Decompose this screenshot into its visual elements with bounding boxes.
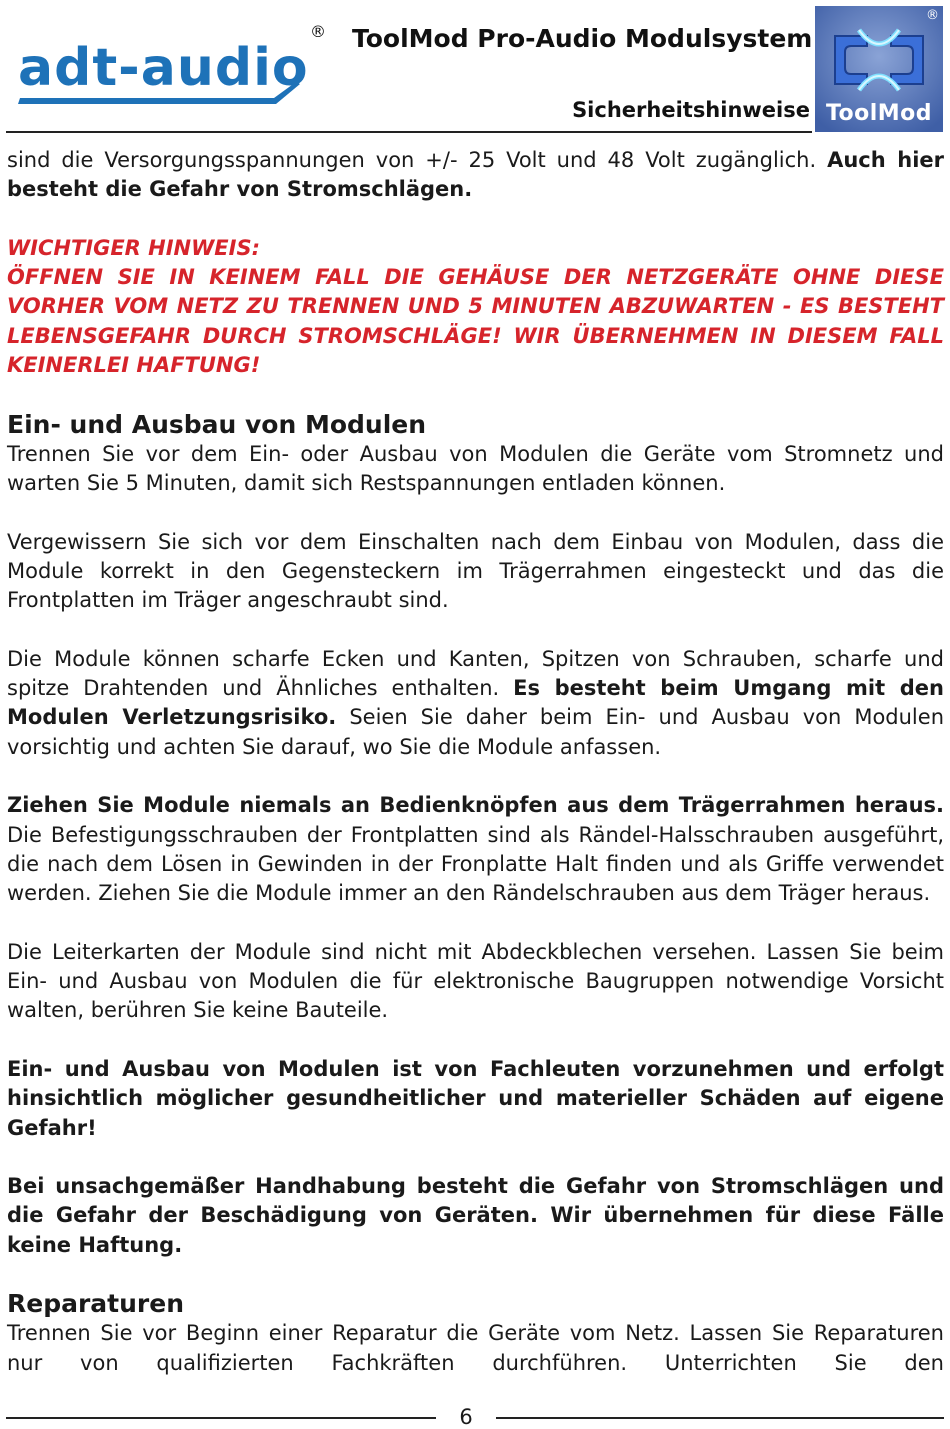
heading-module-installation: Ein- und Ausbau von Modulen	[7, 409, 427, 439]
paragraph-circuit-boards: Die Leiterkarten der Module sind nicht mit Abdeckblechen versehen. Lassen Sie beim Ein- und Ausbau von Modulen die für elektronische Baugruppen notwendige Vorsicht walten, berühren Sie keine Bauteile.	[7, 939, 944, 1023]
adt-audio-logo	[14, 24, 324, 114]
text-supply-voltages: sind die Versorgungsspannungen von +/- 25 Volt und 48 Volt zugänglich.	[7, 148, 828, 172]
brand-name: adt-audio	[18, 38, 309, 98]
paragraph-supply-voltages	[7, 146, 944, 205]
paragraph-repairs: Trennen Sie vor Beginn einer Reparatur die Geräte vom Netz. Lassen Sie Reparaturen nur von qualifizierten Fachkräften durchführen. Unterrichten Sie den	[7, 1321, 944, 1375]
page-number: 6	[459, 1405, 473, 1429]
warning-text: ÖFFNEN SIE IN KEINEM FALL DIE GEHÄUSE DER NETZGERÄTE OHNE DIESE VORHER VOM NETZ ZU TRENNEN UND 5 MINUTEN ABZUWARTEN - ES BESTEHT LEBENSGEFAHR DURCH STROMSCHLÄGE! WIR ÜBERNEHMEN IN DIESEM FALL KEINERLEI HAFTUNG!	[7, 265, 944, 378]
document-title: ToolMod Pro-Audio Modulsystem	[352, 24, 813, 53]
heading-repairs: Reparaturen	[7, 1289, 185, 1319]
text-no-liability: Bei unsachgemäßer Handhabung besteht die Gefahr von Stromschlägen und die Gefahr der Beschädigung von Geräten. Wir übernehmen für diese Fälle keine Haftung.	[7, 1174, 944, 1257]
header-divider	[6, 131, 812, 133]
text-own-risk: Ein- und Ausbau von Modulen ist von Fachleuten vorzunehmen und erfolgt hinsichtlich möglicher gesundheitlicher und materieller Schäden auf eigene Gefahr!	[7, 1056, 944, 1140]
toolmod-logo	[815, 6, 943, 132]
paragraph-own-risk	[7, 1055, 944, 1143]
page-content	[7, 146, 944, 1378]
text-sharp-edges: Die Module können scharfe Ecken und Kanten, Spitzen von Schrauben, scharfe und spitze Drahtenden und Ähnliches enthalten.	[7, 646, 944, 701]
text-knurled-screws: Die Befestigungsschrauben der Frontplatten sind als Rändel-Halsschrauben ausgeführt, die nach dem Lösen in Gewinden in der Fronplatte Halt finden und als Griffe verwendet werden. Ziehen Sie die Module immer an den Rändelschrauben aus dem Träger heraus.	[7, 822, 944, 906]
warning-title: WICHTIGER HINWEIS:	[7, 235, 260, 260]
paragraph-pull-modules	[7, 791, 944, 908]
page-footer	[0, 1405, 950, 1429]
footer-divider-left	[6, 1417, 436, 1419]
toolmod-logo-text: ToolMod	[825, 101, 933, 126]
paragraph-disconnect-power: Trennen Sie vor dem Ein- oder Ausbau von Modulen die Geräte vom Stromnetz und warten Sie 5 Minuten, damit sich Restspannungen entladen können.	[7, 441, 944, 495]
text-handle-carefully: Seien Sie daher beim Ein- und Ausbau von Modulen vorsichtig und achten Sie darauf, wo Sie die Module anfassen.	[7, 705, 944, 759]
text-never-pull-knobs: Ziehen Sie Module niemals an Bedienknöpfen aus dem Trägerrahmen heraus.	[7, 793, 944, 818]
page-header	[0, 0, 950, 135]
text-injury-risk: Es besteht beim Umgang mit den Modulen Verletzungsrisiko.	[7, 676, 944, 730]
paragraph-verify-installation: Vergewissern Sie sich vor dem Einschalten nach dem Einbau von Modulen, dass die Module korrekt in den Gegensteckern im Trägerrahmen eingesteckt und das die Frontplatten im Träger angeschraubt sind.	[7, 529, 944, 613]
paragraph-no-liability	[7, 1172, 944, 1260]
toolmod-registered-mark: ®	[926, 8, 939, 23]
brand-registered-mark: ®	[310, 22, 326, 41]
footer-divider-right	[496, 1417, 944, 1419]
paragraph-sharp-edges	[7, 645, 944, 762]
text-shock-danger: Auch hier besteht die Gefahr von Stromschlägen.	[7, 148, 944, 202]
section-title: Sicherheitshinweise	[572, 98, 810, 122]
